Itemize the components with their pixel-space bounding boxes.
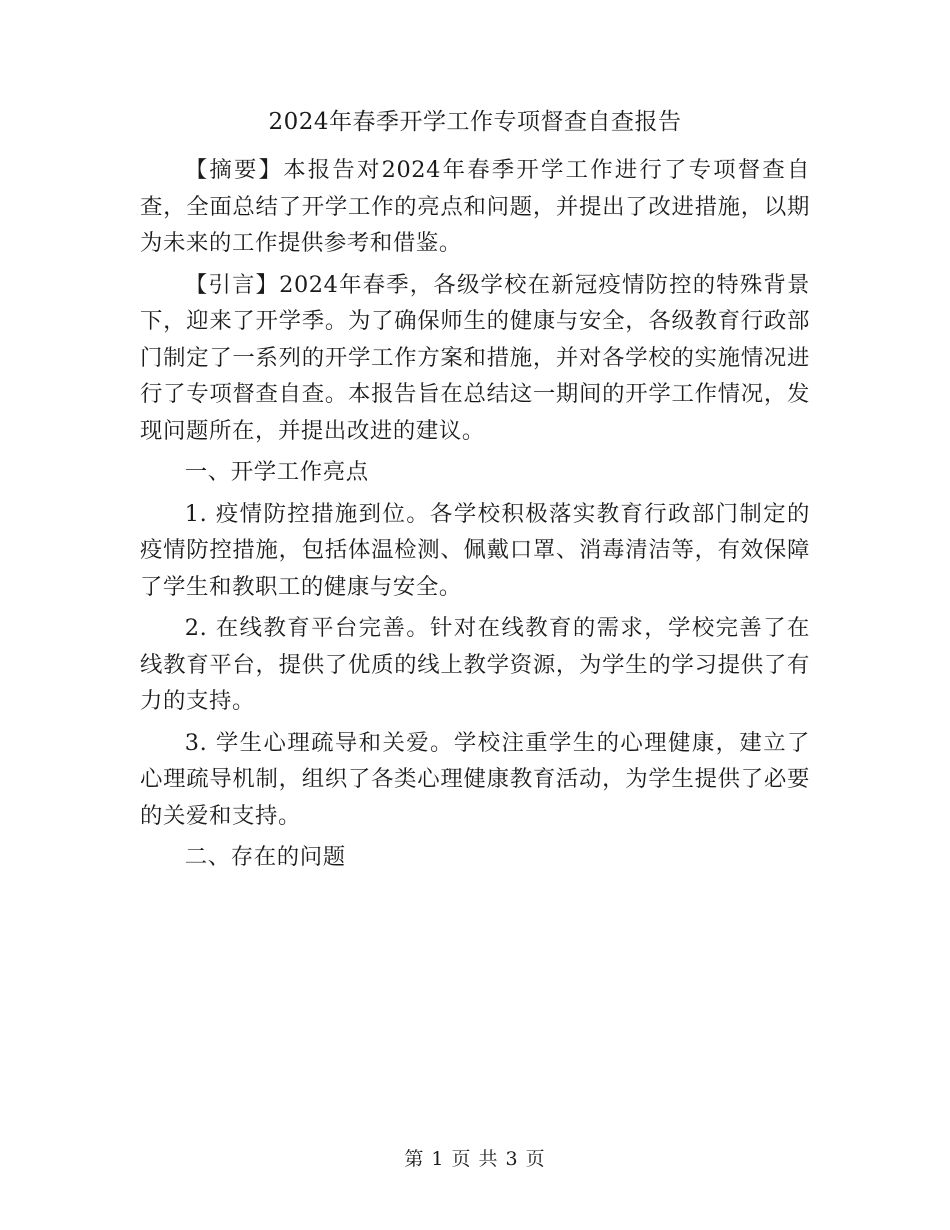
page-number-footer: 第 1 页 共 3 页 <box>404 1148 546 1170</box>
abstract-paragraph: 【摘要】本报告对2024年春季开学工作进行了专项督查自查，全面总结了开学工作的亮点和问题，并提出了改进措施，以期为未来的工作提供参考和借鉴。 <box>140 157 810 256</box>
section-heading-problems: 二、存在的问题 <box>184 844 346 870</box>
highlight-item: 2. 在线教育平台完善。针对在线教育的需求，学校完善了在线教育平台，提供了优质的线上教学资源，为学生的学习提供了有力的支持。 <box>140 615 810 714</box>
highlight-item: 1. 疫情防控措施到位。各学校积极落实教育行政部门制定的疫情防控措施，包括体温检测、佩戴口罩、消毒清洁等，有效保障了学生和教职工的健康与安全。 <box>140 500 810 600</box>
document-body <box>140 152 810 881</box>
introduction-paragraph: 【引言】2024年春季，各级学校在新冠疫情防控的特殊背景下，迎来了开学季。为了确保师生的健康与安全，各级教育行政部门制定了一系列的开学工作方案和措施，并对各学校的实施情况进行了专项督查自查。本报告旨在总结这一期间的开学工作情况，发现问题所在，并提出改进的建议。 <box>140 271 810 444</box>
highlight-item: 3. 学生心理疏导和关爱。学校注重学生的心理健康，建立了心理疏导机制，组织了各类心理健康教育活动，为学生提供了必要的关爱和支持。 <box>140 729 810 829</box>
section-heading-highlights: 一、开学工作亮点 <box>184 459 369 485</box>
document-title: 2024年春季开学工作专项督查自查报告 <box>268 109 682 135</box>
